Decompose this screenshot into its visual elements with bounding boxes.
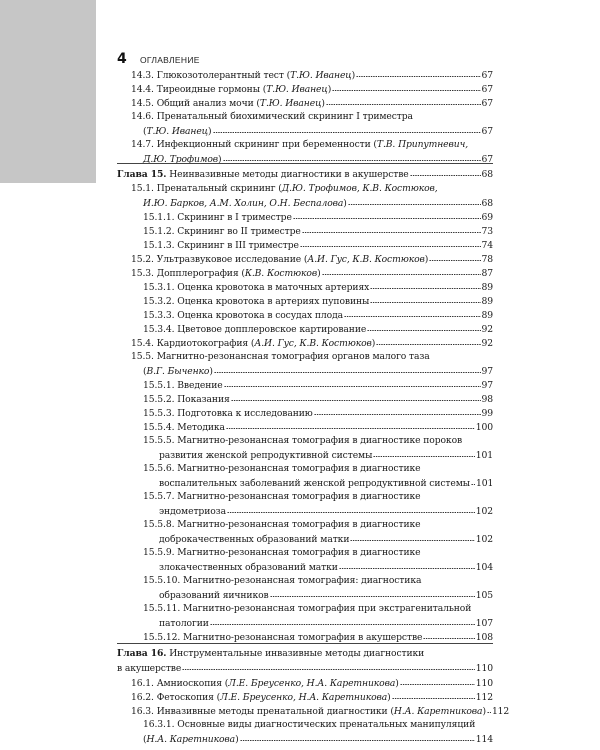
entry-closing: ) <box>208 126 212 137</box>
toc-entry-text <box>143 518 420 532</box>
chapter-label: Глава 16. <box>117 648 167 659</box>
toc-entry[interactable] <box>131 82 493 96</box>
entry-authors: Т.Ю. Иванец <box>259 98 322 109</box>
toc-entry[interactable] <box>159 448 493 462</box>
entry-page-number: 97 <box>481 366 493 377</box>
toc-entry-text <box>143 434 462 448</box>
toc-entry[interactable] <box>117 647 424 661</box>
entry-title: 15.3.3. Оценка кровотока в сосудах плода <box>143 310 344 321</box>
entry-closing: ) <box>371 338 376 349</box>
toc-entry[interactable] <box>159 616 493 630</box>
chapter-16-rule <box>117 643 493 644</box>
toc-entry-text <box>143 239 299 253</box>
entry-title: ( <box>143 734 147 745</box>
dot-leader <box>182 661 475 671</box>
toc-entry[interactable] <box>143 124 493 138</box>
entry-closing: ) <box>424 254 429 265</box>
entry-title: 14.4. Тиреоидные гормоны ( <box>131 84 267 95</box>
entry-page-number: 100 <box>475 422 493 433</box>
toc-entry-text <box>159 449 372 463</box>
entry-title: ( <box>143 366 147 377</box>
entry-title: воспалительных заболеваний женской репродуктивной системы <box>159 478 470 489</box>
toc-entry-text <box>117 647 424 661</box>
dot-leader <box>223 152 481 162</box>
toc-entry[interactable] <box>143 574 421 588</box>
toc-entry-text <box>143 153 222 167</box>
toc-entry-text <box>131 267 321 281</box>
entry-page-number: 108 <box>475 632 493 643</box>
entry-authors: Л.Е. Бреусенко, Н.А. Каретникова <box>228 678 396 689</box>
dot-leader <box>226 420 475 430</box>
toc-entry[interactable] <box>159 476 493 490</box>
toc-entry[interactable] <box>143 238 493 252</box>
dot-leader <box>350 532 474 542</box>
entry-title: 15.5.2. Показания <box>143 394 230 405</box>
entry-closing: ) <box>327 84 332 95</box>
toc-entry[interactable] <box>143 434 462 448</box>
toc-entry[interactable] <box>143 308 493 322</box>
dot-leader <box>240 732 475 742</box>
dot-leader <box>326 96 481 106</box>
entry-title: развития женской репродуктивной системы <box>159 450 373 461</box>
entry-authors: Н.А. Каретникова <box>393 706 483 717</box>
entry-authors: Д.Ю. Трофимов <box>143 154 219 165</box>
entry-title: 15.3.1. Оценка кровотока в маточных артериях <box>143 282 370 293</box>
entry-page-number: 89 <box>481 282 493 293</box>
toc-entry[interactable] <box>143 546 420 560</box>
entry-page-number: 67 <box>481 84 493 95</box>
entry-title: 16.1. Амниоскопия ( <box>131 678 229 689</box>
entry-closing: ) <box>209 366 213 377</box>
entry-authors: А.И. Гус, К.В. Костюков <box>254 338 372 349</box>
toc-entry[interactable] <box>131 336 493 350</box>
entry-page-number: 87 <box>481 268 493 279</box>
dot-leader <box>348 196 481 206</box>
entry-closing: ) <box>317 268 321 279</box>
entry-title: 15.5.6. Магнитно-резонансная томография в диагностике <box>143 463 421 474</box>
toc-entry-text <box>143 602 471 616</box>
entry-page-number: 98 <box>481 394 493 405</box>
entry-page-number: 67 <box>481 154 493 165</box>
dot-leader <box>332 82 480 92</box>
toc-entry[interactable] <box>131 96 493 110</box>
entry-title: 15.2. Ультразвуковое исследование ( <box>131 254 308 265</box>
toc-entry[interactable] <box>131 266 493 280</box>
toc-entry[interactable] <box>131 138 468 152</box>
dot-leader <box>227 504 475 514</box>
dot-leader <box>376 336 480 346</box>
entry-title: 15.5.11. Магнитно-резонансная томография при экстрагенитальной <box>143 603 472 614</box>
entry-title: 14.6. Пренатальный биохимический скрининг I триместра <box>131 111 413 122</box>
entry-authors: Т.В. Припутневич, <box>376 139 469 150</box>
toc-entry-text <box>131 337 375 351</box>
toc-entry-text <box>131 97 325 111</box>
entry-title: 15.5.4. Методика <box>143 422 225 433</box>
entry-title: 15.1.2. Скрининг во II триместре <box>143 226 301 237</box>
toc-entry-text <box>143 393 230 407</box>
entry-title: 15.4. Кардиотокография ( <box>131 338 255 349</box>
entry-page-number: 99 <box>481 408 493 419</box>
toc-entry-text <box>131 83 331 97</box>
toc-entry-text <box>117 168 409 182</box>
dot-leader <box>344 308 480 318</box>
page-number: 4 <box>117 51 127 67</box>
toc-entry-text <box>143 125 212 139</box>
entry-closing: ) <box>235 734 239 745</box>
toc-entry-text <box>143 309 343 323</box>
toc-entry[interactable] <box>131 676 493 690</box>
entry-title: 16.2. Фетоскопия ( <box>131 692 221 703</box>
dot-leader <box>423 630 474 640</box>
entry-title: 15.5.1. Введение <box>143 380 223 391</box>
entry-closing: ) <box>321 98 325 109</box>
dot-leader <box>370 280 480 290</box>
toc-entry[interactable] <box>143 294 493 308</box>
entry-title: 14.7. Инфекционный скрининг при беременности ( <box>131 139 377 150</box>
entry-authors: Т.Ю. Иванец <box>266 84 328 95</box>
dot-leader <box>487 704 491 714</box>
dot-leader <box>314 406 481 416</box>
entry-page-number: 101 <box>475 450 493 461</box>
toc-entry[interactable] <box>143 490 420 504</box>
toc-entry[interactable] <box>143 196 493 210</box>
entry-page-number: 73 <box>481 226 493 237</box>
toc-entry[interactable] <box>143 322 493 336</box>
dot-leader <box>373 448 474 458</box>
entry-page-number: 112 <box>491 706 510 717</box>
toc-entry-text <box>159 477 470 491</box>
toc-entry[interactable] <box>143 630 493 644</box>
toc-entry[interactable] <box>143 224 493 238</box>
entry-title: 15.3.2. Оценка кровотока в артериях пуповины <box>143 296 370 307</box>
toc-entry[interactable] <box>159 560 493 574</box>
toc-entry[interactable] <box>131 704 510 718</box>
entry-title: 16.3. Инвазивные методы пренатальной диагностики ( <box>131 706 394 717</box>
entry-page-number: 112 <box>475 692 493 703</box>
entry-page-number: 97 <box>481 380 493 391</box>
entry-authors: К.В. Костюков <box>244 268 318 279</box>
toc-entry-text <box>131 138 468 152</box>
toc-entry-text <box>143 421 225 435</box>
entry-authors: Н.А. Каретникова <box>146 734 236 745</box>
toc-entry[interactable] <box>143 210 493 224</box>
toc-entry-text <box>131 110 413 124</box>
toc-entry[interactable] <box>131 110 413 124</box>
toc-entry-text <box>143 295 369 309</box>
entry-closing: ) <box>218 154 222 165</box>
entry-page-number: 110 <box>475 663 493 674</box>
toc-entry-text <box>143 574 421 588</box>
toc-entry[interactable] <box>131 68 493 82</box>
toc-entry-text <box>159 505 226 519</box>
entry-title: 15.5.9. Магнитно-резонансная томография в диагностике <box>143 547 421 558</box>
dot-leader <box>356 68 480 78</box>
dot-leader <box>302 224 481 234</box>
dot-leader <box>339 560 475 570</box>
toc-entry-text <box>143 211 292 225</box>
entry-title: 15.1. Пренатальный скрининг ( <box>131 183 282 194</box>
toc-entry-text <box>159 589 269 603</box>
entry-page-number: 102 <box>475 534 493 545</box>
entry-title: 15.3.4. Цветовое допплеровское картирование <box>143 324 367 335</box>
entry-page-number: 102 <box>475 506 493 517</box>
entry-title: 14.3. Глюкозотолерантный тест ( <box>131 70 291 81</box>
dot-leader <box>370 294 480 304</box>
toc-entry-text <box>159 533 349 547</box>
entry-title: 15.5.5. Магнитно-резонансная томография в диагностике пороков <box>143 435 463 446</box>
entry-page-number: 107 <box>475 618 493 629</box>
entry-page-number: 78 <box>481 254 493 265</box>
entry-authors: В.Г. Быченко <box>146 366 210 377</box>
entry-authors: Т.Ю. Иванец <box>146 126 208 137</box>
entry-page-number: 67 <box>481 70 493 81</box>
dot-leader <box>367 322 480 332</box>
dot-leader <box>322 266 481 276</box>
dot-leader <box>213 124 481 134</box>
toc-entry[interactable] <box>131 252 493 266</box>
running-title: ОГЛАВЛЕНИЕ <box>140 55 200 65</box>
entry-title: 15.1.3. Скрининг в III триместре <box>143 240 299 251</box>
dot-leader <box>471 476 475 486</box>
toc-entry-text <box>143 197 347 211</box>
entry-title: 15.3. Допплерография ( <box>131 268 245 279</box>
dot-leader <box>410 167 481 177</box>
entry-title: Неинвазивные методы диагностики в акушерстве <box>166 169 409 180</box>
entry-page-number: 89 <box>481 296 493 307</box>
entry-title: образований яичников <box>159 590 269 601</box>
toc-entry[interactable] <box>143 518 420 532</box>
dot-leader <box>224 378 481 388</box>
toc-entry[interactable] <box>117 167 493 181</box>
toc-entry-text <box>159 617 209 631</box>
toc-entry[interactable] <box>159 504 493 518</box>
entry-closing: ) <box>387 692 391 703</box>
toc-entry[interactable] <box>143 718 475 732</box>
toc-entry-text <box>143 546 420 560</box>
toc-entry-text <box>143 407 313 421</box>
entry-page-number: 104 <box>475 562 493 573</box>
toc-entry-text <box>143 225 301 239</box>
toc-entry-text <box>131 691 391 705</box>
dot-leader <box>300 238 481 248</box>
entry-title: злокачественных образований матки <box>159 562 338 573</box>
toc-entry[interactable] <box>143 392 493 406</box>
toc-entry-text <box>143 490 420 504</box>
entry-authors: Л.Е. Бреусенко, Н.А. Каретникова <box>220 692 388 703</box>
entry-title: эндометриоза <box>159 506 226 517</box>
entry-page-number: 67 <box>481 126 493 137</box>
toc-entry-text <box>143 323 366 337</box>
dot-leader <box>293 210 481 220</box>
toc-entry[interactable] <box>131 350 430 364</box>
toc-entry-text <box>143 365 213 379</box>
toc-entry-text <box>131 69 355 83</box>
toc-entry-text <box>131 350 430 364</box>
entry-page-number: 68 <box>481 169 493 180</box>
entry-page-number: 69 <box>481 212 493 223</box>
toc-entry[interactable] <box>143 602 471 616</box>
entry-page-number: 101 <box>475 478 494 489</box>
entry-page-number: 68 <box>481 198 493 209</box>
dot-leader <box>429 252 480 262</box>
toc-entry-text <box>159 561 338 575</box>
dot-leader <box>270 588 475 598</box>
toc-entry[interactable] <box>143 364 493 378</box>
toc-entry[interactable] <box>143 732 493 746</box>
entry-closing: ) <box>351 70 356 81</box>
toc-entry-text <box>143 733 239 747</box>
entry-title: 15.1.1. Скрининг в I триместре <box>143 212 292 223</box>
toc-entry[interactable] <box>117 661 493 675</box>
toc-entry[interactable] <box>159 588 493 602</box>
entry-title: 15.5.10. Магнитно-резонансная томография: диагностика <box>143 575 422 586</box>
entry-title: 15.5.3. Подготовка к исследованию <box>143 408 313 419</box>
dot-leader <box>392 690 475 700</box>
entry-title: Инструментальные инвазивные методы диагностики <box>166 648 425 659</box>
toc-entry-text <box>117 662 181 676</box>
entry-title: 14.5. Общий анализ мочи ( <box>131 98 260 109</box>
toc-entry-text <box>131 705 486 719</box>
toc-entry[interactable] <box>159 532 493 546</box>
entry-title: 15.5. Магнитно-резонансная томография органов малого таза <box>131 351 430 362</box>
entry-page-number: 110 <box>475 678 493 689</box>
entry-title: ( <box>143 126 147 137</box>
entry-title: 16.3.1. Основные виды диагностических пренатальных манипуляций <box>143 719 476 730</box>
entry-title: 15.5.8. Магнитно-резонансная томография в диагностике <box>143 519 421 530</box>
entry-title: в акушерстве <box>117 663 182 674</box>
dot-leader <box>210 616 475 626</box>
dot-leader <box>214 364 481 374</box>
entry-title: патологии <box>159 618 209 629</box>
dot-leader <box>231 392 481 402</box>
chapter-15-rule <box>117 163 493 164</box>
entry-closing: ) <box>482 706 486 717</box>
entry-authors: А.И. Гус, К.В. Костюков <box>307 254 425 265</box>
toc-entry-text <box>143 718 475 732</box>
entry-closing: ) <box>395 678 399 689</box>
entry-authors: И.Ю. Барков, А.М. Холин, О.Н. Беспалова <box>143 198 344 209</box>
toc-entry-text <box>143 379 223 393</box>
toc-entry-text <box>131 182 438 196</box>
entry-page-number: 105 <box>475 590 493 601</box>
entry-page-number: 89 <box>481 310 493 321</box>
entry-page-number: 74 <box>481 240 493 251</box>
toc-entry-text <box>143 281 369 295</box>
entry-title: доброкачественных образований матки <box>159 534 350 545</box>
entry-page-number: 67 <box>481 98 493 109</box>
toc-entry[interactable] <box>143 462 420 476</box>
entry-authors: Д.Ю. Трофимов, К.В. Костюков, <box>281 183 438 194</box>
entry-title: 15.5.12. Магнитно-резонансная томография в акушерстве <box>143 632 423 643</box>
entry-page-number: 92 <box>481 324 493 335</box>
toc-entry[interactable] <box>131 690 493 704</box>
entry-page-number: 92 <box>481 338 493 349</box>
toc-entry[interactable] <box>131 182 438 196</box>
toc-entry-text <box>131 253 428 267</box>
chapter-label: Глава 15. <box>117 169 167 180</box>
entry-page-number: 114 <box>475 734 493 745</box>
toc-entry[interactable] <box>143 378 493 392</box>
entry-title: 15.5.7. Магнитно-резонансная томография в диагностике <box>143 491 421 502</box>
toc-entry-text <box>143 462 420 476</box>
toc-entry[interactable] <box>143 406 493 420</box>
toc-entry[interactable] <box>143 280 493 294</box>
dot-leader <box>400 676 475 686</box>
entry-authors: Т.Ю. Иванец <box>290 70 352 81</box>
toc-entry-text <box>131 677 399 691</box>
entry-closing: ) <box>343 198 347 209</box>
toc-entry[interactable] <box>143 420 493 434</box>
